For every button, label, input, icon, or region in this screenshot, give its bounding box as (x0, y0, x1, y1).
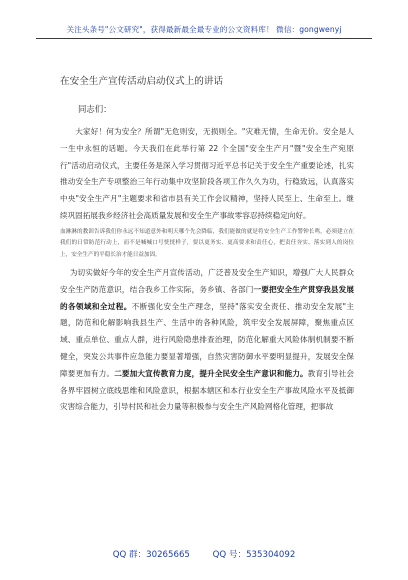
paragraph-1-text: 安全是人一生中永恒的话题。今天我们在此举行第 22 个全国"安全生产月"暨"安全生产宛原行"活动启动仪式，主要任务是深入学习贯彻习近平总书记关于安全生产重要论述，扎实推动安全生产专项整治三年行动集中攻坚阶段各项工作久久为功，行稳致远，认真落实中央"安全生产月"主题要求和省市县有关工作会议精神，坚持人民至上、生命至上。继续巩固拓展我乡经济社会高质量发展和安全生产事故零容忍持续稳定向好。 (60, 127, 355, 220)
paragraph-1 (60, 124, 354, 225)
paragraph-3-intro: 为切实做好今年的安全生产月宣传活动，广泛普及安全生产知识，增强广大人民群众安全生产防范意识，结合我乡工作实际，务乡镇、各部门 (60, 268, 354, 294)
header-divider (36, 38, 372, 39)
paragraph-3-point-1: 一要把安全生产贯穿我县发展的各领域和全过程。 (60, 284, 354, 311)
footer-qq-number: QQ 号：535304092 (212, 550, 296, 560)
footer-qq-group: QQ 群：30265665 (112, 550, 190, 560)
paragraph-3 (60, 265, 354, 416)
salutation: 同志们： (78, 104, 112, 114)
paragraph-1-lead: 大家好！何为安全？所谓"无危则安，无损则全。"灾难无情，生命无价。 (75, 127, 324, 136)
header-banner: 关注头条号"公文研究"，获得最新最全最专业的公文资料库！ 微信：gongwenyj (66, 25, 342, 34)
paragraph-2: 血淋淋的教训告诉我们你永远不知道意外和明天哪个先会降临，我们能做的就是将安全生产工作警钟长鸣，必须建立在我们的日常防范行动上，而不是喊喊口号恍恍样子，要以更务实、更高要求和责任心，把责任夯实、落实到人的岗位上，安全生产的平稳长治才能日益加固。 (60, 228, 354, 258)
paragraph-3-text-1: 不断强化安全生产理念，坚持"落实安全责任、推动安全发展"主题，防范和化解影响我县生产、生活中的各种风险，筑牢安全发展屏障，聚焦重点区域、重点单位、重点人群，进行风险隐患排查治理，防范化解重大风险体制机制要不断健全，突发公共事件应急能力要显著增强，自然灾害防御水平要明显提升，发展安全保障要更加有力。 (60, 301, 355, 378)
footer-contacts (0, 548, 408, 560)
document-title: 在安全生产宣传活动启动仪式上的讲话 (60, 76, 224, 87)
paragraph-3-point-2: 二要加大宣传教育力度，提升全民安全生产意识和能力。 (114, 368, 308, 378)
paragraph-3-text-2: 教育引导社会各界牢固树立底线思维和风险意识，根据本辖区和本行业安全生产事故风险水平及抵御灾害综合能力，引导村民和社会力量等积极参与安全生产风险网格化管理，把事故 (60, 368, 354, 412)
document-body (60, 124, 354, 416)
